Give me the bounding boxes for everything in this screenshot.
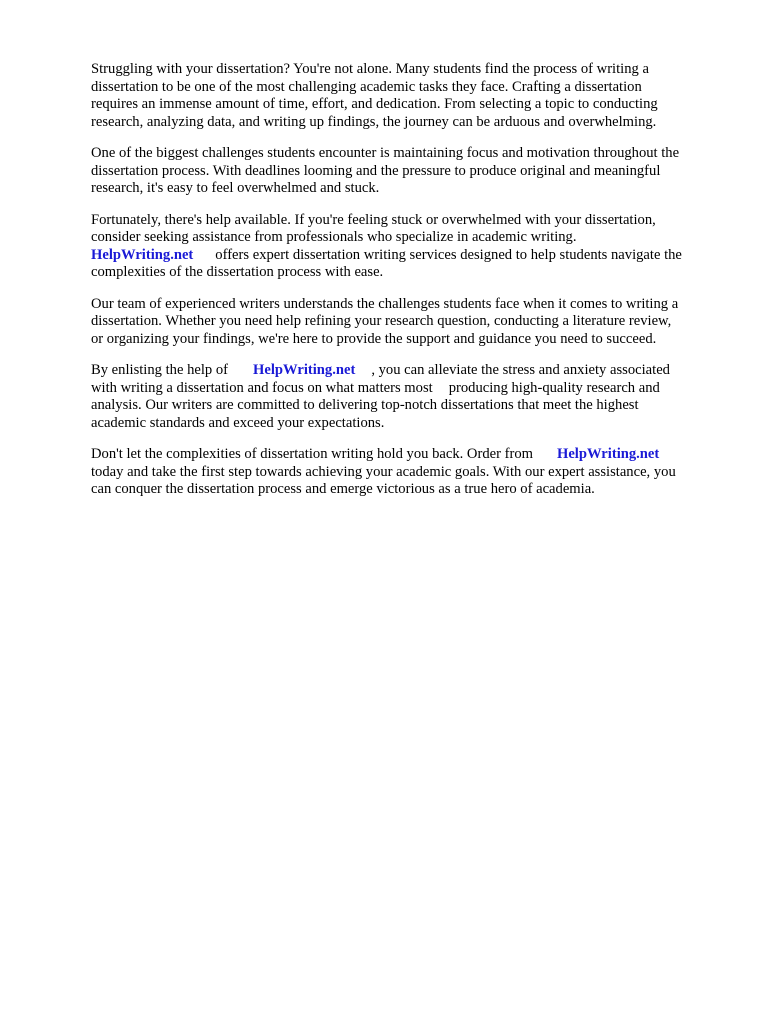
text-segment: producing high-quality research and [448, 379, 660, 396]
text-line: dissertation to be one of the most challenging academic tasks they face. Crafting a dissertation [91, 78, 642, 95]
helpwriting-link[interactable]: HelpWriting.net [556, 446, 660, 462]
text-segment: , you can alleviate the stress and anxiety associated [371, 362, 670, 378]
text-segment: Don't let the complexities of dissertation writing hold you back. Order from [91, 446, 533, 462]
text-line: research, it's easy to feel overwhelmed and stuck. [91, 180, 380, 196]
text-segment: By enlisting the help of [91, 362, 229, 378]
text-line: can conquer the dissertation process and emerge victorious as a true hero of academia. [91, 481, 595, 497]
text-line: or organizing your findings, we're here to provide the support and guidance you need to succeed. [91, 330, 657, 347]
document-body [91, 61, 723, 499]
helpwriting-link[interactable]: HelpWriting.net [91, 246, 194, 263]
text-line-with-link [91, 247, 723, 265]
paragraph-intro [91, 61, 723, 131]
text-line: consider seeking assistance from professionals who specialize in academic writing. [91, 229, 577, 245]
text-line: analysis. Our writers are committed to delivering top-notch dissertations that meet the highest [91, 397, 639, 413]
text-line-with-link [91, 446, 723, 464]
text-line: research, analyzing data, and writing up findings, the journey can be arduous and overwhelming. [91, 113, 657, 130]
text-line: Fortunately, there's help available. If you're feeling stuck or overwhelmed with your dissertation, [91, 211, 656, 228]
text-line: dissertation. Whether you need help refining your research question, conducting a literature review, [91, 313, 672, 329]
text-line [91, 380, 723, 398]
paragraph-team [91, 296, 723, 349]
paragraph-challenges [91, 145, 723, 198]
paragraph-enlisting [91, 362, 723, 432]
text-line: Our team of experienced writers understands the challenges students face when it comes to writing a [91, 295, 679, 312]
text-line: complexities of the dissertation process with ease. [91, 264, 384, 280]
text-line: dissertation process. With deadlines looming and the pressure to produce original and meaningful [91, 162, 661, 179]
helpwriting-link[interactable]: HelpWriting.net [253, 362, 356, 378]
text-line: requires an immense amount of time, effort, and dedication. From selecting a topic to conducting [91, 96, 658, 112]
text-segment: offers expert dissertation writing services designed to help students navigate the [215, 246, 682, 263]
text-line: One of the biggest challenges students encounter is maintaining focus and motivation throughout the [91, 145, 680, 161]
text-line: academic standards and exceed your expectations. [91, 414, 385, 431]
text-line-with-link [91, 362, 723, 380]
text-line: Struggling with your dissertation? You're not alone. Many students find the process of writing a [91, 61, 649, 77]
text-segment: with writing a dissertation and focus on what matters most [91, 379, 433, 396]
text-line: today and take the first step towards achieving your academic goals. With our expert assistance, you [91, 463, 676, 480]
paragraph-help-available [91, 212, 723, 282]
paragraph-order [91, 446, 723, 499]
